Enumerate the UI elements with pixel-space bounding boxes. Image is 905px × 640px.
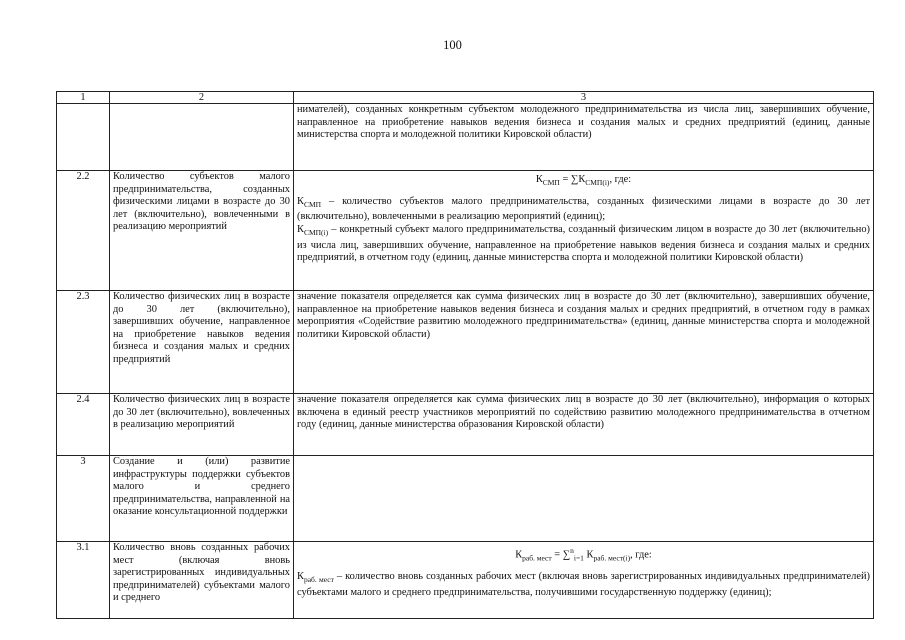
row-number: 3 xyxy=(57,456,110,542)
table-row xyxy=(57,456,874,542)
indicator-name: Количество субъектов малого предпринимательства, созданных физическими лицами в возрасте до 30 лет (включительно), вовлеченными в реализацию мероприятий xyxy=(110,171,294,291)
definition-text: $К_{СМП(i)}$ – конкретный субъект малого предпринимательства, созданный физическим лицом в возрасте до 30 лет (включительно) из числа лиц, завершивших обучение, направленное на приобретение навыков ведения бизнеса и создания малых и средних предприятий, в отчетном году (единиц, данные министерства спорта и молодежной политики Кировской области) xyxy=(297,223,870,264)
header-col-1: 1 xyxy=(57,92,110,104)
indicator-description: значение показателя определяется как сумма физических лиц в возрасте до 30 лет (включительно), завершивших обучение, направленное на приобретение навыков ведения бизнеса и создания малых и средних предприятий, в отчетном году в рамках мероприятия «Содействие развитию молодежного предпринимательства» (единиц, данные министерства спорта и молодежной политики Кировской области) xyxy=(294,291,874,394)
indicator-name: Создание и (или) развитие инфраструктуры поддержки субъектов малого и среднего предпринимательства, направленной на оказание консультационной поддержки xyxy=(110,456,294,542)
indicator-name: Количество вновь созданных рабочих мест (включая вновь зарегистрированных индивидуальных предпринимателей) субъектами малого и среднего xyxy=(110,542,294,619)
header-col-2: 2 xyxy=(110,92,294,104)
indicator-name: Количество физических лиц в возрасте до 30 лет (включительно), вовлеченных в реализацию мероприятий xyxy=(110,394,294,456)
table-row xyxy=(57,291,874,394)
indicator-description: нимателей), созданных конкретным субъектом молодежного предпринимательства из числа лиц, завершивших обучение, направленное на приобретение навыков ведения бизнеса и создания малых и средних предприятий (единиц, данные министерства спорта и молодежной политики Кировской области) xyxy=(294,104,874,171)
indicator-description xyxy=(294,542,874,619)
table-row xyxy=(57,394,874,456)
indicator-name: Количество физических лиц в возрасте до 30 лет (включительно), завершивших обучение, направленное на приобретение навыков ведения бизнеса и создания малых и средних предприятий xyxy=(110,291,294,394)
indicators-table xyxy=(56,91,874,619)
formula: $К_{СМП} = \sum К_{СМП(i)}$, где: xyxy=(535,174,632,188)
definition-text: $К_{СМП}$ – количество субъектов малого предпринимательства, созданных физическими лицами в возрасте до 30 лет (включительно), вовлеченными в реализацию мероприятий (единиц); xyxy=(297,195,870,223)
formula: $К_{раб. мест} = \sum^n_{i=1}$ $К_{раб. мест(i)}$, где: xyxy=(515,546,652,563)
page-number: 100 xyxy=(443,38,462,52)
row-number: 2.3 xyxy=(57,291,110,394)
indicator-name xyxy=(110,104,294,171)
definition-text: $К_{раб. мест}$ – количество вновь созданных рабочих мест (включая вновь зарегистрированных индивидуальных предпринимателей) субъектами малого и среднего предпринимательства, получившими государственную поддержку (единиц); xyxy=(297,571,870,598)
row-number xyxy=(57,104,110,171)
row-number: 2.2 xyxy=(57,171,110,291)
row-number: 2.4 xyxy=(57,394,110,456)
table-row xyxy=(57,542,874,619)
row-number: 3.1 xyxy=(57,542,110,619)
table-row xyxy=(57,104,874,171)
indicator-description xyxy=(294,171,874,291)
table-row xyxy=(57,171,874,291)
header-col-3: 3 xyxy=(294,92,874,104)
indicator-description xyxy=(294,456,874,542)
header-row xyxy=(57,92,874,104)
indicator-description: значение показателя определяется как сумма физических лиц в возрасте до 30 лет (включительно), информация о которых включена в единый реестр участников мероприятий по содействию развитию молодежного предпринимательства в отчетном году (единиц, данные министерства образования Кировской области) xyxy=(294,394,874,456)
